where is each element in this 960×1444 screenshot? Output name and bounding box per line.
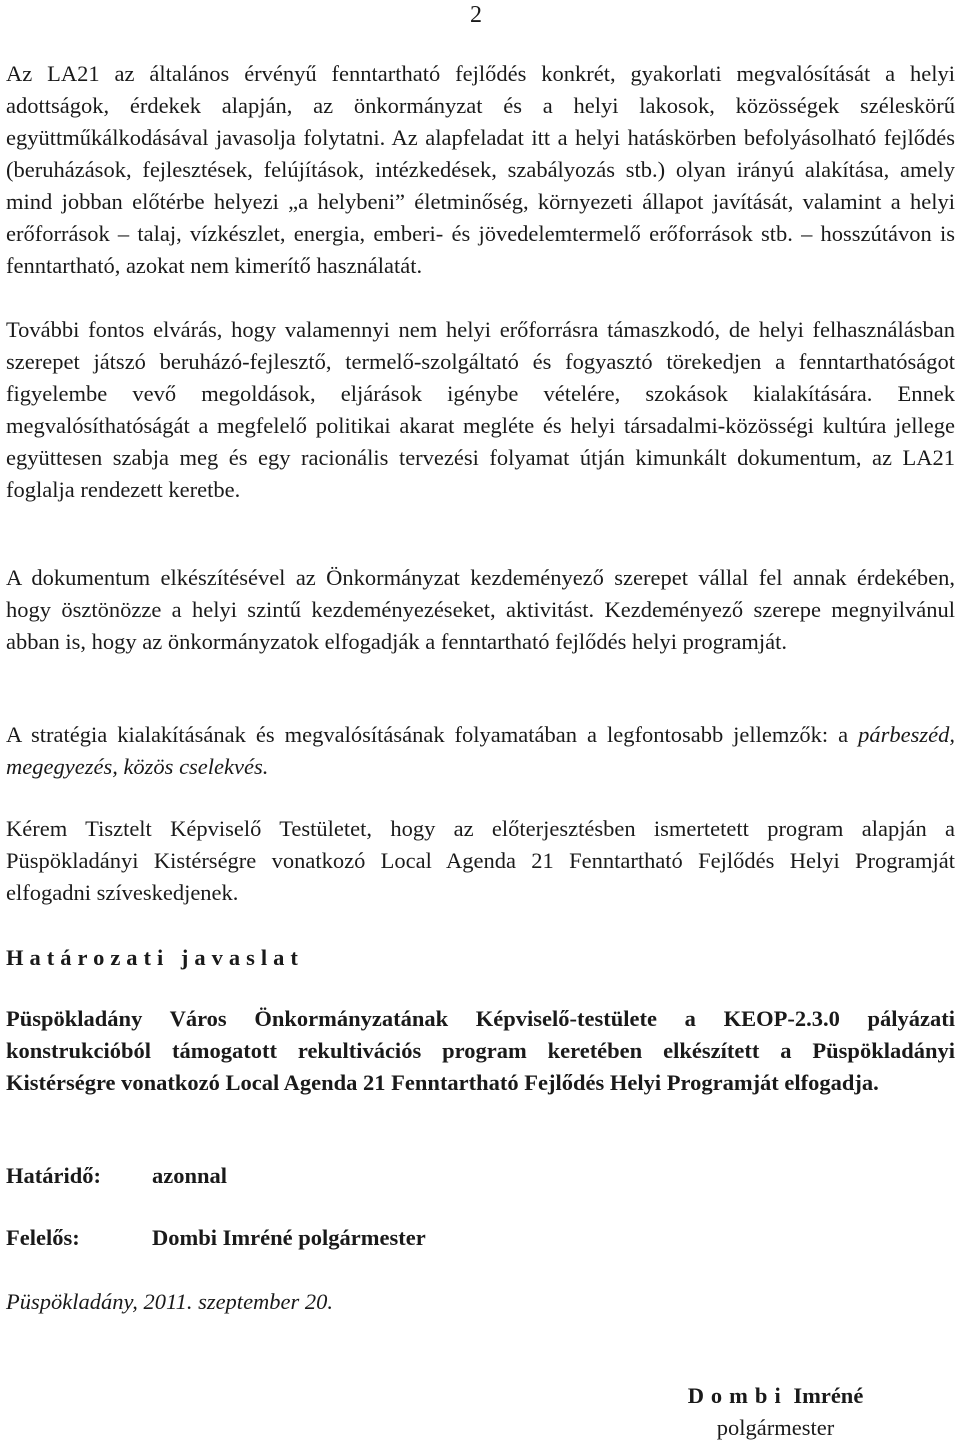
resolution-text-block xyxy=(6,1003,955,1099)
signature-first-name: Dombi xyxy=(687,1383,788,1408)
paragraph-la21-intro xyxy=(6,58,955,282)
paragraph-text: A dokumentum elkészítésével az Önkormányzat kezdeményező szerepet vállal fel annak érdekében, hogy ösztönözze a helyi szintű kezdeményezéseket, aktivitást. Kezdeményező szerepe megnyilvánul abban is, hogy az önkormányzatok elfogadják a fenntartható fejlődés helyi programját. xyxy=(6,565,955,654)
resolution-heading: Határozati javaslat xyxy=(6,945,304,970)
paragraph-text xyxy=(6,719,955,783)
signature-name xyxy=(688,1383,864,1408)
deadline-value: azonnal xyxy=(152,1163,228,1188)
resolution-text: Püspökladány Város Önkormányzatának Képviselő-testülete a KEOP-2.3.0 pályázati konstrukcióból támogatott rekultivációs program keretében elkészített a Püspökladányi Kistérségre vonatkozó Local Agenda 21 Fenntartható Fejlődés Helyi Programját elfogadja. xyxy=(6,1006,955,1095)
place-and-date: Püspökladány, 2011. szeptember 20. xyxy=(6,1289,334,1314)
responsible-row xyxy=(6,1222,426,1254)
paragraph-italic-keywords: párbeszéd, megegyezés, közös cselekvés. xyxy=(6,722,955,779)
paragraph-request xyxy=(6,813,955,909)
responsible-value: Dombi Imréné polgármester xyxy=(152,1225,426,1250)
paragraph-strategy xyxy=(6,719,955,783)
paragraph-expectations xyxy=(6,314,955,506)
signature-last-name: Imréné xyxy=(793,1383,864,1408)
paragraph-initiative xyxy=(6,562,955,658)
paragraph-text: További fontos elvárás, hogy valamennyi nem helyi erőforrásra támaszkodó, de helyi felhasználásban szerepet játszó beruházó-fejlesztő, termelő-szolgáltató és fogyasztó törekedjen a fenntarthatóságot figyelembe vevő megoldások, eljárások igénybe vételére, szokások kialakítására. Ennek megvalósíthatóságát a megfelelő politikai akarat megléte és helyi társadalmi-közösségi kultúra jellege együttesen szabja meg és egy racionális tervezési folyamat útján kimunkált dokumentum, az LA21 foglalja rendezett keretbe. xyxy=(6,317,955,502)
deadline-row xyxy=(6,1160,227,1192)
deadline-label: Határidő: xyxy=(6,1163,101,1188)
paragraph-text: Kérem Tisztelt Képviselő Testületet, hogy az előterjesztésben ismertetett program alapján a Püspökladányi Kistérségre vonatkozó Local Agenda 21 Fenntartható Fejlődés Helyi Programját elfogadni szíveskedjenek. xyxy=(6,816,955,905)
page-number: 2 xyxy=(470,2,482,28)
responsible-label: Felelős: xyxy=(6,1225,80,1250)
paragraph-lead: A stratégia kialakításának és megvalósításának folyamatában a legfontosabb jellemzők: a xyxy=(6,722,859,747)
signature-title: polgármester xyxy=(716,1415,835,1440)
paragraph-text: Az LA21 az általános érvényű fenntartható fejlődés konkrét, gyakorlati megvalósítását a helyi adottságok, érdekek alapján, az önkormányzat és a helyi lakosok, közösségek széleskörű együttműkálkodásával javasolja folytatni. Az alapfeladat itt a helyi hatáskörben befolyásolható fejlődés (beruházások, fejlesztések, felújítások, intézkedések, szabályozás stb.) olyan irányú alakítása, amely mind jobban előtérbe helyezi „a helybeni” életminőség, környezeti állapot javítását, valamint a helyi erőforrások – talaj, vízkészlet, energia, emberi- és jövedelemtermelő erőforrások stb. – hosszútávon is fenntartható, azokat nem kimerítő használatát. xyxy=(6,61,955,278)
signature-block xyxy=(668,1380,883,1444)
